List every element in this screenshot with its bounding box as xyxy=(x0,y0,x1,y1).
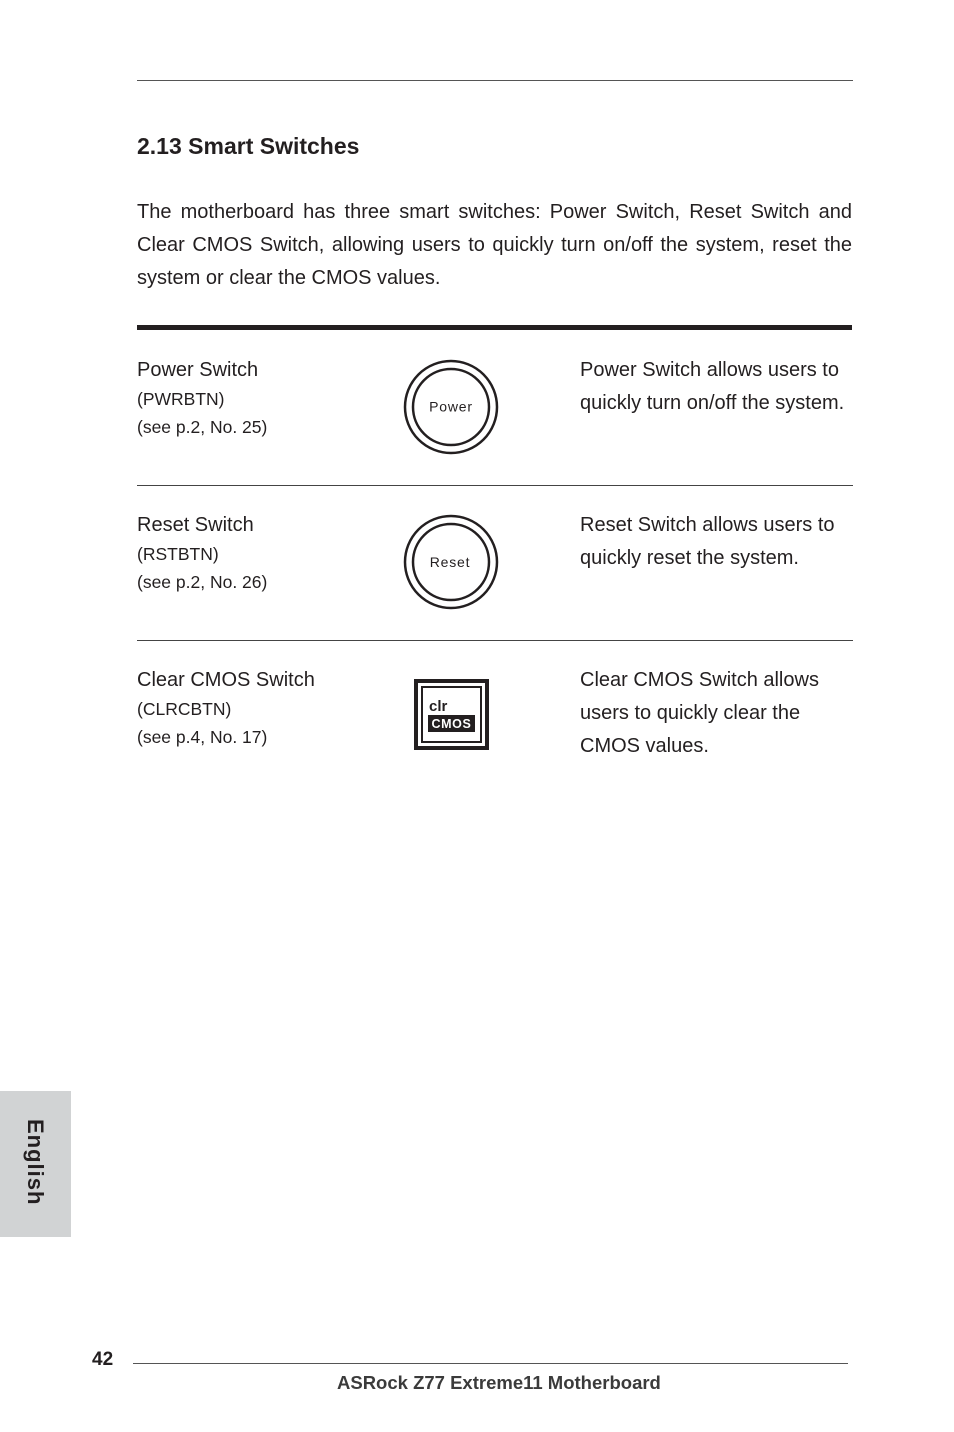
switch-name: Clear CMOS Switch xyxy=(137,669,315,691)
power-button-icon xyxy=(403,359,499,455)
reset-icon-label: Reset xyxy=(429,554,471,570)
switch-description: Clear CMOS Switch allows users to quickly clear the CMOS values. xyxy=(580,669,819,757)
switch-ref: (see p.2, No. 26) xyxy=(137,572,268,592)
switch-name: Power Switch xyxy=(137,359,259,381)
cmos-icon-label: CMOS xyxy=(431,717,472,731)
switch-description: Reset Switch allows users to quickly reset the system. xyxy=(580,514,835,569)
clear-cmos-button-icon xyxy=(414,679,490,751)
power-icon-label: Power xyxy=(429,398,473,415)
switch-description: Power Switch allows users to quickly turn on/off the system. xyxy=(580,359,845,414)
row-divider xyxy=(137,485,853,486)
intro-paragraph: The motherboard has three smart switches: Power Switch, Reset Switch and Clear CMOS Switch, allowing users to quickly turn on/off the system, reset the system or clear the CMOS values. xyxy=(137,201,852,289)
switch-ref: (see p.2, No. 25) xyxy=(137,417,268,437)
footer-rule xyxy=(133,1363,848,1364)
language-tab xyxy=(0,1091,71,1237)
switch-ref: (see p.4, No. 17) xyxy=(137,727,268,747)
reset-button-icon xyxy=(403,514,499,610)
table-top-rule xyxy=(137,325,852,330)
clr-icon-label: clr xyxy=(429,698,448,715)
switch-code: (CLRCBTN) xyxy=(137,699,232,719)
page-number: 42 xyxy=(92,1349,114,1370)
language-label: English xyxy=(23,1119,48,1206)
switch-code: (PWRBTN) xyxy=(137,389,225,409)
row-divider xyxy=(137,640,853,641)
section-title: 2.13 Smart Switches xyxy=(137,133,360,159)
top-rule xyxy=(137,80,853,81)
switch-code: (RSTBTN) xyxy=(137,544,219,564)
switch-name: Reset Switch xyxy=(137,514,254,536)
footer-product-name: ASRock Z77 Extreme11 Motherboard xyxy=(337,1372,661,1393)
